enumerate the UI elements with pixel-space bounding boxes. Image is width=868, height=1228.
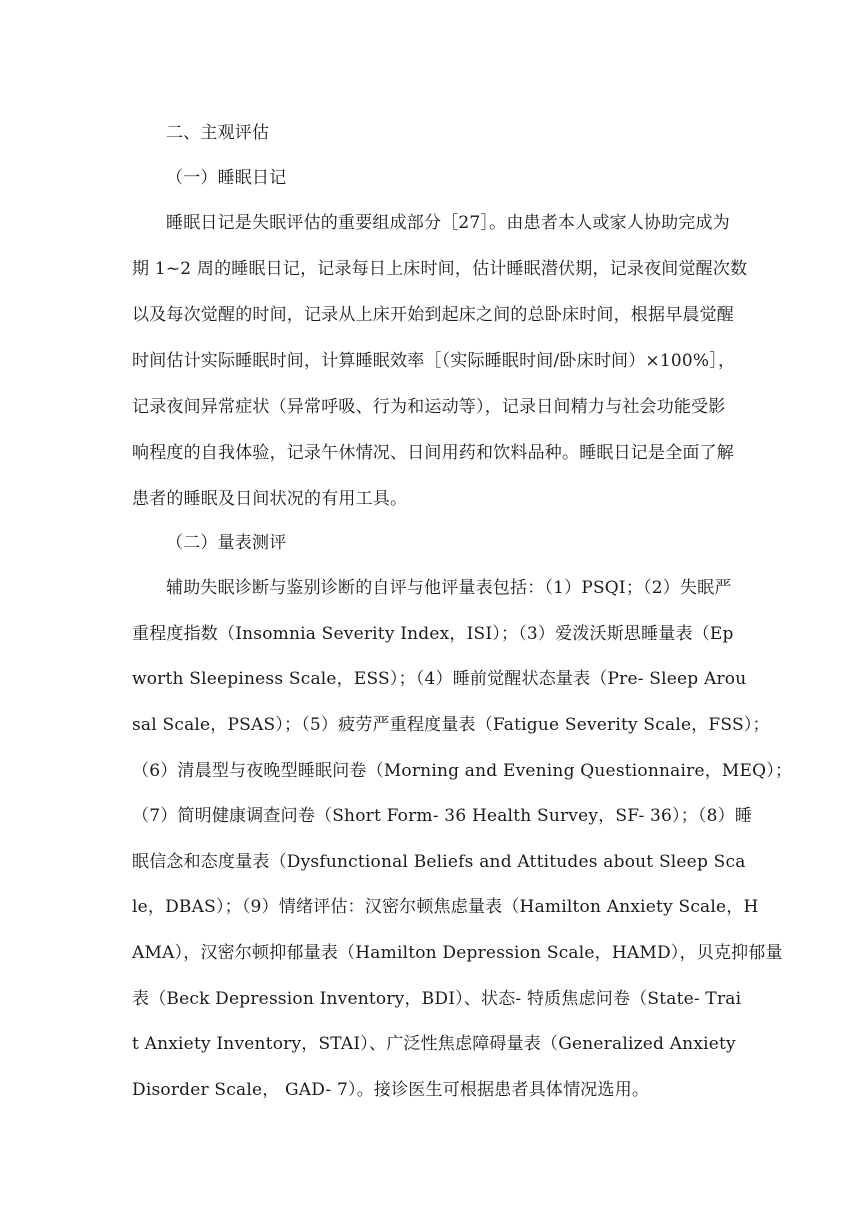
section-heading: 二、主观评估 <box>166 123 270 143</box>
paragraph-line: 时间估计实际睡眠时间，计算睡眠效率［（实际睡眠时间/卧床时间）×100%］， <box>132 351 736 371</box>
paragraph-line: sal Scale，PSAS）；（5）疲劳严重程度量表（Fatigue Severity Scale，FSS）； <box>132 715 770 735</box>
paragraph-line: 期 1~2 周的睡眠日记，记录每日上床时间，估计睡眠潜伏期，记录夜间觉醒次数 <box>132 259 748 279</box>
paragraph-line: （7）简明健康调查问卷（Short Form- 36 Health Survey，SF- 36）；（8）睡 <box>132 806 753 826</box>
paragraph-line: AMA），汉密尔顿抑郁量表（Hamilton Depression Scale，HAMD），贝克抑郁量 <box>132 943 783 963</box>
paragraph-line: 眠信念和态度量表（Dysfunctional Beliefs and Attitudes about Sleep Sca <box>132 852 746 872</box>
paragraph-line: worth Sleepiness Scale，ESS）；（4）睡前觉醒状态量表（Pre- Sleep Arou <box>132 669 747 689</box>
paragraph-line: t Anxiety Inventory，STAI）、广泛性焦虑障碍量表（Generalized Anxiety <box>132 1034 736 1054</box>
paragraph-line: 响程度的自我体验，记录午休情况、日间用药和饮料品种。睡眠日记是全面了解 <box>132 443 734 463</box>
subsection-heading-scales: （二）量表测评 <box>166 533 287 553</box>
paragraph-line: 重程度指数（Insomnia Severity Index，ISI）；（3）爱泼沃斯思睡量表（Ep <box>132 624 734 644</box>
paragraph-line: 记录夜间异常症状（异常呼吸、行为和运动等），记录日间精力与社会功能受影 <box>132 397 726 417</box>
subsection-heading-sleep-diary: （一）睡眠日记 <box>166 168 287 188</box>
paragraph-line: （6）清晨型与夜晚型睡眠问卷（Morning and Evening Questionnaire，MEQ）； <box>132 761 793 781</box>
paragraph-line: 以及每次觉醒的时间，记录从上床开始到起床之间的总卧床时间，根据早晨觉醒 <box>132 305 734 325</box>
paragraph-line: le，DBAS）；（9）情绪评估：汉密尔顿焦虑量表（Hamilton Anxiety Scale，H <box>132 897 759 917</box>
paragraph-line: 表（Beck Depression Inventory，BDI）、状态- 特质焦虑问卷（State- Trai <box>132 989 742 1009</box>
paragraph-line: 患者的睡眠及日间状况的有用工具。 <box>132 489 408 509</box>
paragraph-line: 睡眠日记是失眠评估的重要组成部分［27］。由患者本人或家人协助完成为 <box>166 213 730 233</box>
paragraph-line: 辅助失眠诊断与鉴别诊断的自评与他评量表包括：（1）PSQI；（2）失眠严 <box>166 578 732 598</box>
paragraph-line: Disorder Scale， GAD- 7）。接诊医生可根据患者具体情况选用。 <box>132 1080 650 1100</box>
